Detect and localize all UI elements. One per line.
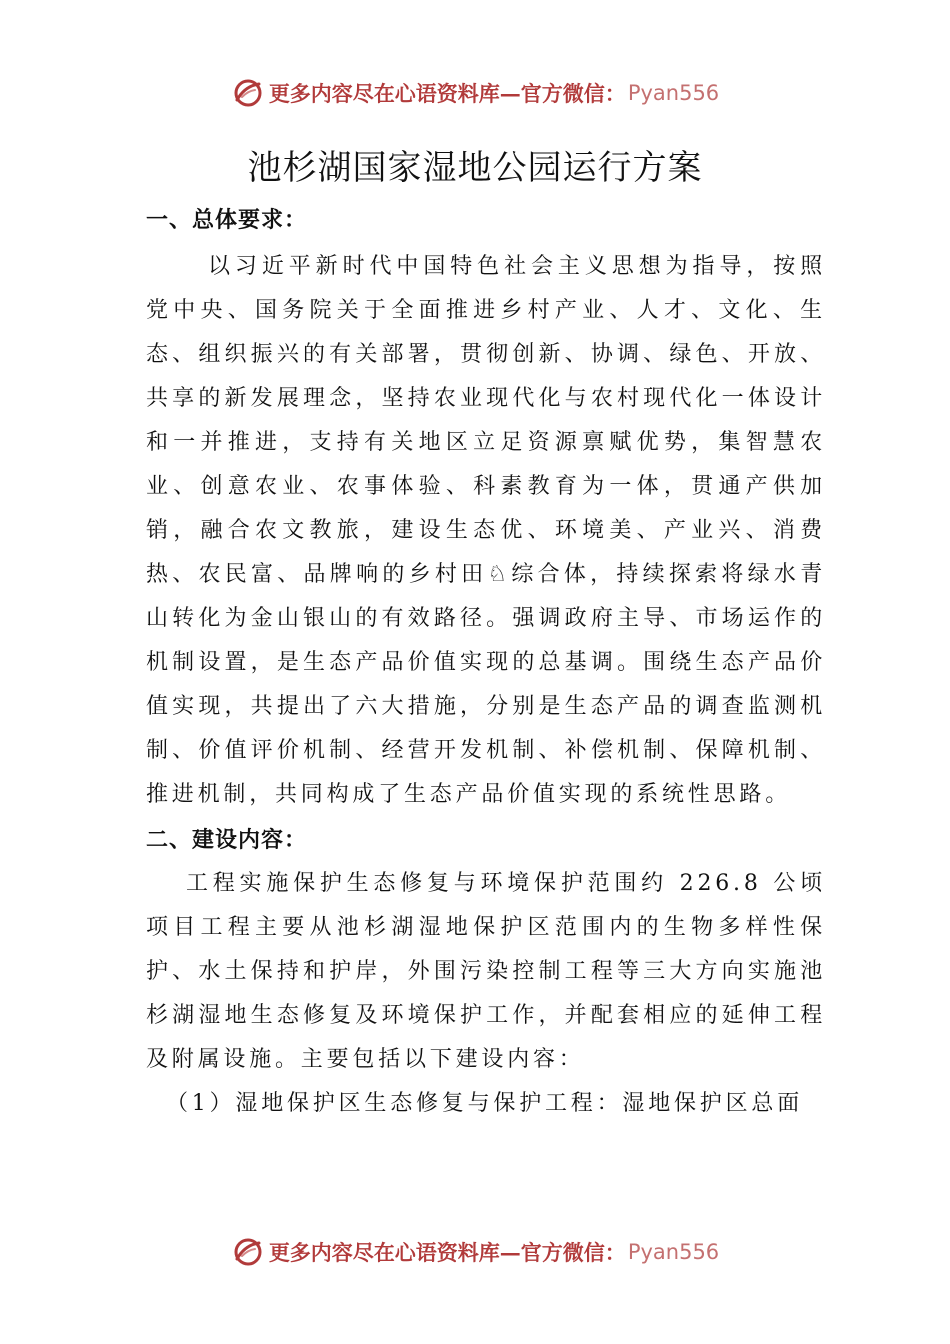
watermark-handle: Pyan556 <box>627 1240 720 1264</box>
watermark-handle: Pyan556 <box>627 81 720 105</box>
paragraph-general-requirements: 以习近平新时代中国特色社会主义思想为指导，按照党中央、国务院关于全面推进乡村产业、人才、文化、生态、组织振兴的有关部署，贯彻创新、协调、绿色、开放、共享的新发展理念，坚持农业现代化与农村现代化一体设计和一并推进，支持有关地区立足资源禀赋优势，集智慧农业、创意农业、农事体验、科素教育为一体，贯通产供加销，融合农文教旅，建设生态优、环境美、产业兴、消费热、农民富、品牌响的乡村田♘综合体，持续探索将绿水青山转化为金山银山的有效路径。强调政府主导、市场运作的机制设置，是生态产品价值实现的总基调。围绕生态产品价值实现，共提出了六大措施，分别是生态产品的调查监测机制、价值评价机制、经营开发机制、补偿机制、保障机制、推进机制，共同构成了生态产品价值实现的系统性思路。 <box>146 254 826 807</box>
paragraph-item-1: （1）湿地保护区生态修复与保护工程：湿地保护区总面 <box>166 1091 803 1116</box>
watermark-footer <box>0 1232 950 1272</box>
document-title: 池杉湖国家湿地公园运行方案 <box>247 148 703 188</box>
watermark-text: 更多内容尽在心语资料库—官方微信： <box>268 81 626 106</box>
logo-icon <box>231 1235 265 1269</box>
logo-icon <box>231 76 265 110</box>
section-heading-construction: 二、建设内容： <box>146 828 308 853</box>
watermark-text: 更多内容尽在心语资料库—官方微信： <box>268 1240 626 1265</box>
paragraph-construction-content: 工程实施保护生态修复与环境保护范围约 226.8 公顷项目工程主要从池杉湖湿地保护区范围内的生物多样性保护、水土保持和护岸，外围污染控制工程等三大方向实施池杉湖湿地生态修复及环境保护工作，并配套相应的延伸工程及附属设施。主要包括以下建设内容： <box>146 871 826 1072</box>
watermark-header <box>0 73 950 113</box>
section-heading-general: 一、总体要求： <box>146 208 308 233</box>
